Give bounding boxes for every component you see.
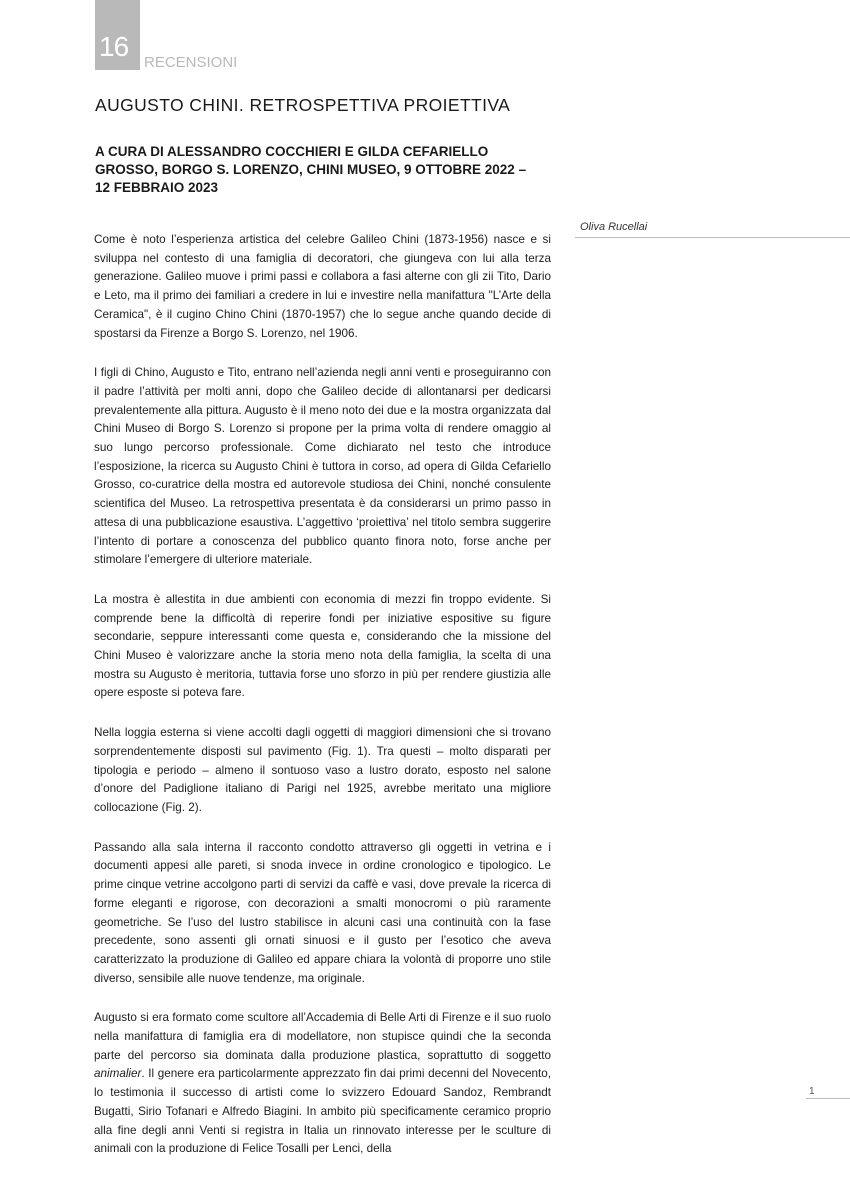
folio-divider xyxy=(806,1098,850,1099)
section-label: RECENSIONI xyxy=(144,54,238,71)
author-divider xyxy=(575,237,850,238)
paragraph xyxy=(94,1009,551,1159)
author-name: Oliva Rucellai xyxy=(580,221,648,233)
article-body xyxy=(94,231,551,1180)
article-subtitle: A CURA DI ALESSANDRO COCCHIERI E GILDA CEFARIELLO GROSSO, BORGO S. LORENZO, CHINI MUSEO, 9 OTTOBRE 2022 – 12 FEBBRAIO 2023 xyxy=(95,144,527,195)
paragraph: I figli di Chino, Augusto e Tito, entrano nell’azienda negli anni venti e proseguiranno con il padre l’attività per molti anni, dopo che Galileo decide di allontanarsi per dedicarsi prevalentemente alla pittura. Augusto è il meno noto dei due e la mostra organizzata dal Chini Museo di Borgo S. Lorenzo si propone per la prima volta di rendere omaggio al suo lungo percorso professionale. Come dichiarato nel testo che introduce l’esposizione, la ricerca su Augusto Chini è tuttora in corso, ad opera di Gilda Cefariello Grosso, co-curatrice della mostra ed autorevole studiosa dei Chini, nonché consulente scientifica del Museo. La retrospettiva presentata è da considerarsi un primo passo in attesa di una pubblicazione esaustiva. L’aggettivo ‘proiettiva’ nel titolo sembra suggerire l’intento di portare a conoscenza del pubblico quanto finora noto, forse anche per stimolare l’emergere di ulteriore materiale. xyxy=(94,366,551,567)
paragraph: Nella loggia esterna si viene accolti dagli oggetti di maggiori dimensioni che si trovano sorprendentemente disposti sul pavimento (Fig. 1). Tra questi – molto disparati per tipologia e periodo – almeno il sontuoso vaso a lustro dorato, esposto nel salone d’onore del Padiglione italiano di Parigi nel 1925, avrebbe meritato una migliore collocazione (Fig. 2). xyxy=(94,726,551,814)
paragraph: Come è noto l’esperienza artistica del celebre Galileo Chini (1873-1956) nasce e si sviluppa nel contesto di una famiglia di decoratori, che giungeva con lui alla terza generazione. Galileo muove i primi passi e collabora a fasi alterne con gli zii Tito, Dario e Leto, ma il primo dei familiari a credere in lui e investire nella manifattura "L’Arte della Ceramica", è il cugino Chino Chini (1870-1957) che lo segue anche quando decide di spostarsi da Firenze a Borgo S. Lorenzo, nel 1906. xyxy=(94,233,551,340)
italic-term: animalier xyxy=(94,1067,142,1081)
paragraph: Passando alla sala interna il racconto condotto attraverso gli oggetti in vetrina e i documenti appesi alle pareti, si snoda invece in ordine cronologico e tipologico. Le prime cinque vetrine accolgono parti di servizi da caffè e vasi, dove prevale la ricerca di forme eleganti e rigorose, con decorazioni a smalti monocromi o più raramente geometriche. Se l’uso del lustro stabilisce in alcuni casi una continuità con la fase precedente, sono assenti gli ornati sinuosi e il gusto per l’esotico che aveva caratterizzato la produzione di Galileo ed appare chiara la volontà di proporre uno stile diverso, sensibile alle nuove tendenze, ma originale. xyxy=(94,840,551,985)
folio-number: 1 xyxy=(809,1086,815,1097)
paragraph-text: Augusto si era formato come scultore all’Accademia di Belle Arti di Firenze e il suo ruolo nella manifattura di famiglia era di modellatore, non stupisce quindi che la seconda parte del percorso sia dominata dalla produzione plastica, soprattutto di soggetto xyxy=(94,1011,551,1062)
page-number: 16 xyxy=(99,31,129,62)
article-title: AUGUSTO CHINI. RETROSPETTIVA PROIETTIVA xyxy=(95,95,511,115)
paragraph: La mostra è allestita in due ambienti con economia di mezzi fin troppo evidente. Si comprende bene la difficoltà di reperire fondi per iniziative espositive su figure secondarie, seppure interessanti come questa e, considerando che la missione del Chini Museo è valorizzare anche la storia meno nota della famiglia, la scelta di una mostra su Augusto è meritoria, tuttavia forse uno sforzo in più per rendere giustizia alle opere esposte si poteva fare. xyxy=(94,592,551,700)
paragraph-text: . Il genere era particolarmente apprezzato fin dai primi decenni del Novecento, lo testimonia il successo di artisti come lo svizzero Edouard Sandoz, Rembrandt Bugatti, Sirio Tofanari e Alfredo Biagini. In ambito più specificamente ceramico proprio alla fine degli anni Venti si registra in Italia un rinnovato interesse per le sculture di animali con la produzione di Felice Tosalli per Lenci, della xyxy=(94,1067,551,1156)
